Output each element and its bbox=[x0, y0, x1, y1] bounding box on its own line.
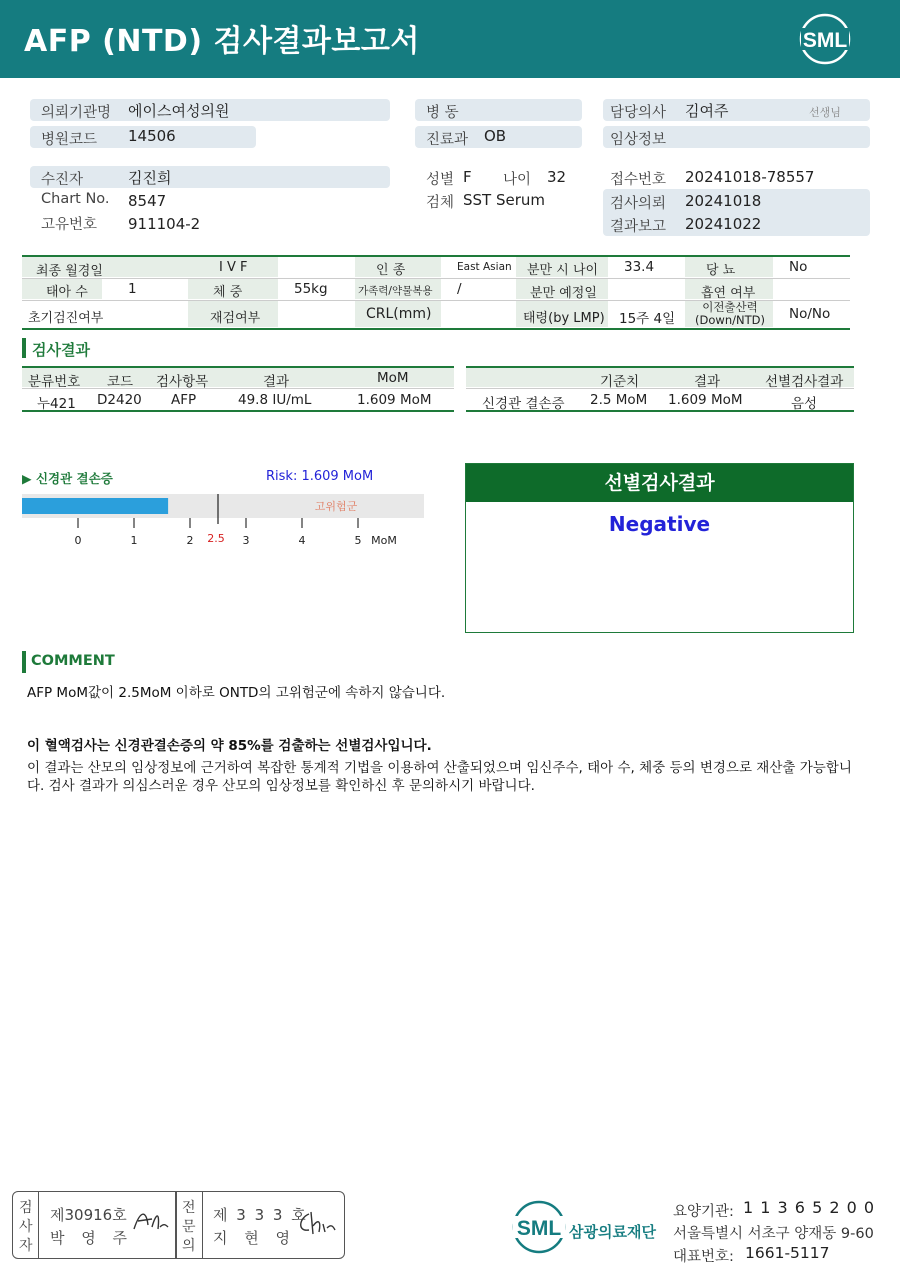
report-title: AFP (NTD) 검사결과보고서 bbox=[24, 24, 420, 59]
request-date-label: 검사의뢰 bbox=[610, 196, 667, 212]
cutoff-result: 1.609 MoM bbox=[668, 392, 743, 408]
result-code: D2420 bbox=[97, 392, 142, 408]
tick-label: 0 bbox=[74, 534, 82, 547]
diabetes-value: No bbox=[789, 259, 808, 275]
examiner-label-2: 사 bbox=[19, 1219, 35, 1235]
comment-title: COMMENT bbox=[31, 653, 115, 669]
specialist-license-no: 제 3 3 3 호 bbox=[213, 1206, 308, 1224]
result-mom: 1.609 MoM bbox=[357, 392, 432, 408]
specialist-name: 지 현 영 bbox=[213, 1229, 297, 1247]
result-header-test-item: 검사항목 bbox=[156, 374, 209, 390]
results-section-bar bbox=[22, 338, 26, 358]
chart-no-label: Chart No. bbox=[41, 191, 110, 207]
specialist-label-2: 문 bbox=[182, 1219, 198, 1235]
phone-value: 1661-5117 bbox=[745, 1244, 830, 1262]
comment-line-2: 이 결과는 산모의 임상정보에 근거하여 복잡한 통계적 기법을 이용하여 산출되었으며 임신주수, 태아 수, 체중 등의 변경으로 재산출 가능합니 bbox=[27, 760, 852, 776]
prev-birth-value: No/No bbox=[789, 306, 831, 322]
weight-value: 55kg bbox=[294, 281, 328, 297]
delivery-age-value: 33.4 bbox=[624, 259, 655, 275]
sex-label: 성별 bbox=[426, 172, 455, 188]
cutoff-screening: 음성 bbox=[791, 396, 818, 412]
specialist-label-1: 전 bbox=[182, 1200, 198, 1216]
cutoff-label: 2.5 bbox=[207, 532, 225, 545]
clinical-table-bottom-line bbox=[22, 328, 850, 330]
hospital-code-value: 14506 bbox=[128, 127, 176, 145]
prev-birth-label: 이전출산력 (Down/NTD) bbox=[695, 300, 765, 327]
examiner-signature-icon bbox=[130, 1205, 170, 1235]
crl-label: CRL(mm) bbox=[366, 306, 432, 322]
fetus-label: 태아 수 bbox=[46, 285, 88, 300]
request-date-value: 20241018 bbox=[685, 192, 762, 210]
retest-label: 재검여부 bbox=[210, 311, 261, 326]
left-results-mid-line bbox=[22, 388, 454, 389]
patient-pill bbox=[30, 166, 390, 188]
sex-value: F bbox=[463, 168, 472, 186]
diabetes-label: 당 뇨 bbox=[706, 263, 736, 278]
comment-line-1: AFP MoM값이 2.5MoM 이하로 ONTD의 고위험군에 속하지 않습니다. bbox=[27, 685, 446, 701]
doctor-suffix: 선생님 bbox=[809, 106, 841, 119]
tick-label: 3 bbox=[242, 534, 250, 547]
fetus-value: 1 bbox=[128, 281, 137, 297]
specimen-value: SST Serum bbox=[463, 191, 546, 209]
age-label: 나이 bbox=[503, 172, 532, 188]
cutoff-header-result: 결과 bbox=[694, 374, 721, 390]
sig-divider bbox=[38, 1191, 39, 1259]
care-code-label: 요양기관: bbox=[673, 1204, 734, 1220]
receipt-label: 접수번호 bbox=[610, 172, 667, 188]
risk-value-bar bbox=[22, 498, 168, 514]
patient-label: 수진자 bbox=[41, 172, 84, 188]
patient-value: 김진희 bbox=[128, 169, 172, 187]
delivery-age-label: 분만 시 나이 bbox=[527, 263, 599, 278]
unique-id-value: 911104-2 bbox=[128, 215, 201, 233]
due-date-label: 분만 예정일 bbox=[530, 286, 597, 301]
doctor-label: 담당의사 bbox=[610, 105, 667, 121]
phone-label: 대표번호: bbox=[673, 1249, 734, 1265]
weight-label: 체 중 bbox=[213, 285, 243, 300]
unique-id-label: 고유번호 bbox=[41, 217, 98, 233]
risk-scale-chart bbox=[0, 480, 450, 555]
family-label: 가족력/약물복용 bbox=[358, 285, 433, 297]
gestational-age-label: 태령(by LMP) bbox=[523, 311, 605, 326]
ward-label: 병 동 bbox=[426, 105, 459, 121]
result-header-result: 결과 bbox=[263, 374, 290, 390]
report-header bbox=[0, 0, 900, 78]
examiner-label-1: 검 bbox=[19, 1200, 35, 1216]
clinical-info-label: 임상정보 bbox=[610, 132, 667, 148]
specimen-label: 검체 bbox=[426, 195, 455, 211]
chart-no-value: 8547 bbox=[128, 192, 167, 210]
cutoff-reference: 2.5 MoM bbox=[590, 392, 648, 408]
ivf-label: I V F bbox=[219, 260, 248, 275]
screening-result-box bbox=[465, 463, 854, 633]
tick-label: 4 bbox=[298, 534, 306, 547]
sml-foundation-logo-icon bbox=[510, 1198, 568, 1256]
tick-label: 2 bbox=[186, 534, 194, 547]
comment-section-bar bbox=[22, 651, 26, 673]
results-section-title: 검사결과 bbox=[32, 341, 90, 359]
examiner-name: 박 영 주 bbox=[50, 1229, 134, 1247]
age-value: 32 bbox=[547, 168, 567, 186]
tick-label: 1 bbox=[130, 534, 138, 547]
receipt-value: 20241018-78557 bbox=[685, 168, 815, 186]
result-header-mom: MoM bbox=[377, 370, 409, 386]
report-date-value: 20241022 bbox=[685, 215, 762, 233]
care-code-value: 1 1 3 6 5 2 0 0 bbox=[743, 1198, 876, 1217]
cutoff-item: 신경관 결손증 bbox=[482, 396, 565, 412]
initial-exam-label: 초기검진여부 bbox=[28, 311, 104, 326]
result-value: 49.8 IU/mL bbox=[238, 392, 312, 408]
org-address: 서울특별시 서초구 양재동 9-60 bbox=[673, 1226, 874, 1242]
examiner-label-3: 자 bbox=[19, 1238, 35, 1254]
cutoff-header-reference: 기준치 bbox=[600, 374, 640, 390]
svg-text:SML: SML bbox=[516, 1217, 562, 1240]
sml-logo-icon bbox=[795, 12, 855, 66]
report-date-label: 결과보고 bbox=[610, 219, 667, 235]
sig-divider bbox=[175, 1191, 177, 1259]
result-header-code: 코드 bbox=[107, 374, 134, 390]
unit-label: MoM bbox=[371, 534, 397, 547]
gestational-age-value: 15주 4일 bbox=[619, 311, 676, 327]
screening-result-value: Negative bbox=[608, 512, 711, 536]
family-value: / bbox=[457, 281, 462, 297]
smoking-label: 흡연 여부 bbox=[701, 286, 756, 301]
org-name: 삼광의료재단 bbox=[569, 1223, 656, 1241]
specialist-label-3: 의 bbox=[182, 1238, 198, 1254]
result-header-class-no: 분류번호 bbox=[28, 374, 81, 390]
department-label: 진료과 bbox=[426, 132, 469, 148]
left-results-bottom-line bbox=[22, 410, 454, 412]
result-class-no: 누421 bbox=[37, 396, 76, 412]
screening-result-title: 선별검사결과 bbox=[466, 464, 853, 502]
lmp-label: 최종 월경일 bbox=[36, 264, 103, 279]
examiner-license-no: 제30916호 bbox=[50, 1206, 127, 1224]
institution-label: 의뢰기관명 bbox=[41, 105, 112, 121]
cutoff-header-screening: 선별검사결과 bbox=[765, 374, 844, 390]
institution-value: 에이스여성의원 bbox=[128, 102, 230, 120]
specialist-signature-icon bbox=[295, 1208, 337, 1238]
svg-text:SML: SML bbox=[802, 29, 848, 52]
result-test-item: AFP bbox=[171, 392, 197, 408]
doctor-value: 김여주 bbox=[685, 102, 729, 120]
high-risk-label: 고위험군 bbox=[314, 500, 358, 513]
sig-divider bbox=[202, 1191, 203, 1259]
risk-chart-risk-text: Risk: 1.609 MoM bbox=[266, 469, 374, 484]
comment-line-3: 다. 검사 결과가 의심스러운 경우 산모의 임상정보를 확인하신 후 문의하시기 바랍니다. bbox=[27, 778, 535, 794]
race-label: 인 종 bbox=[376, 263, 406, 278]
race-value: East Asian bbox=[457, 261, 512, 273]
tick-label: 5 bbox=[354, 534, 362, 547]
department-value: OB bbox=[484, 127, 507, 145]
risk-chart-label: ▶ 신경관 결손증 bbox=[22, 471, 113, 486]
comment-bold-line: 이 혈액검사는 신경관결손증의 약 85%를 검출하는 선별검사입니다. bbox=[27, 738, 432, 754]
hospital-code-label: 병원코드 bbox=[41, 132, 98, 148]
